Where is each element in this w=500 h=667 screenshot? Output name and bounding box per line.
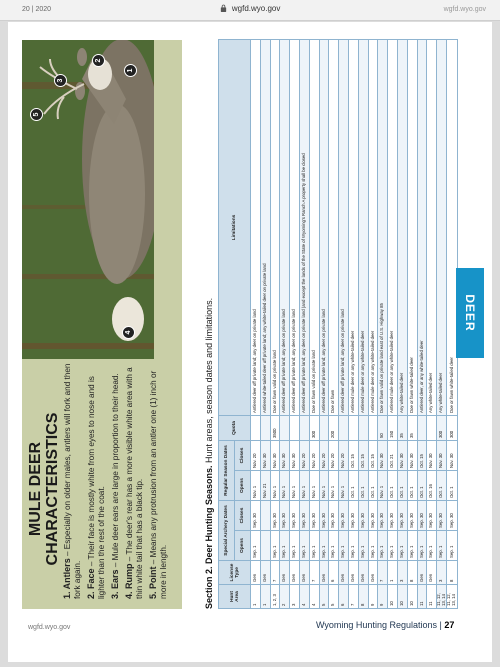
table-cell: Sep. 1 bbox=[397, 531, 407, 561]
table-cell: 1, 2, 3 bbox=[270, 585, 280, 609]
table-cell: Antlered deer off private land; any deer on private land bbox=[319, 39, 329, 415]
table-cell: 5 bbox=[329, 585, 339, 609]
table-cell: 300 bbox=[309, 415, 319, 440]
table-cell: 10 bbox=[397, 585, 407, 609]
table-cell: Antlered mule deer or any white-tailed deer bbox=[368, 39, 378, 415]
table-cell: Oct. 1 bbox=[348, 470, 358, 500]
characteristic-item: 1. Antlers – Especially on older males, antlers will fork and then fork again. bbox=[62, 363, 82, 599]
table-row bbox=[407, 39, 417, 608]
table-cell: Gen bbox=[339, 561, 349, 585]
table-cell bbox=[251, 415, 261, 440]
section-title: Section 2. Deer Hunting Seasons. Hunt areas, season dates and limitations. bbox=[204, 297, 214, 609]
table-cell: Oct. 1 bbox=[437, 470, 447, 500]
table-cell: Sep. 30 bbox=[280, 500, 290, 530]
table-cell: Sep. 30 bbox=[319, 500, 329, 530]
table-cell bbox=[290, 415, 300, 440]
table-cell: 5 bbox=[319, 585, 329, 609]
table-cell bbox=[417, 415, 427, 440]
table-cell: 3 bbox=[290, 585, 300, 609]
table-cell: Nov. 30 bbox=[407, 440, 417, 470]
table-cell: 6 bbox=[339, 585, 349, 609]
table-row bbox=[251, 39, 261, 608]
table-cell: Doe or fawn bbox=[329, 39, 339, 415]
table-cell: Sep. 30 bbox=[417, 500, 427, 530]
table-cell: Antlered deer off private land; any deer on private land bbox=[290, 39, 300, 415]
col-quota: Quota bbox=[219, 415, 251, 440]
table-cell: Gen bbox=[427, 561, 437, 585]
table-cell: Sep. 30 bbox=[427, 500, 437, 530]
table-cell: 8 bbox=[407, 561, 417, 585]
table-cell: Nov. 30 bbox=[397, 440, 407, 470]
characteristics-list bbox=[62, 359, 172, 599]
table-cell: Sep. 30 bbox=[437, 500, 447, 530]
mule-deer-photo bbox=[22, 40, 154, 359]
table-cell: 8 bbox=[447, 561, 457, 585]
characteristic-item: 5. Point – Means any protrusion from an antler one (1) inch or more in length. bbox=[148, 370, 168, 599]
table-cell: Nov. 20 bbox=[251, 440, 261, 470]
table-cell: Antlered deer off private land; any deer on private land bbox=[251, 39, 261, 415]
mule-deer-illustration bbox=[22, 40, 154, 359]
table-cell: Sep. 30 bbox=[388, 500, 398, 530]
table-cell: Sep. 1 bbox=[358, 531, 368, 561]
table-cell: Antlered deer off private land; any deer on private land bbox=[280, 39, 290, 415]
table-cell: Sep. 1 bbox=[388, 531, 398, 561]
card-title: MULE DEER CHARACTERISTICS bbox=[27, 412, 61, 566]
table-cell: Sep. 30 bbox=[407, 500, 417, 530]
table-cell: Sep. 1 bbox=[348, 531, 358, 561]
table-cell: Antlered white-tailed deer off private land; any white-tailed deer on private land bbox=[260, 39, 270, 415]
table-cell: 7 bbox=[378, 561, 388, 585]
table-cell: Antlered mule deer or any white-tailed deer bbox=[348, 39, 358, 415]
table-cell: 1 bbox=[388, 561, 398, 585]
table-cell: Sep. 30 bbox=[339, 500, 349, 530]
table-cell: Sep. 1 bbox=[407, 531, 417, 561]
table-cell: Antlered mule deer or any white-tailed deer bbox=[358, 39, 368, 415]
table-cell bbox=[260, 531, 270, 561]
table-cell: Nov. 1 bbox=[378, 470, 388, 500]
table-cell: Gen bbox=[290, 561, 300, 585]
table-cell bbox=[368, 415, 378, 440]
table-cell: Oct. 1 bbox=[417, 470, 427, 500]
table-cell: Any white-tailed deer bbox=[437, 39, 447, 415]
table-cell: 35 bbox=[397, 415, 407, 440]
table-cell bbox=[348, 415, 358, 440]
table-cell: Nov. 20 bbox=[329, 440, 339, 470]
table-cell: Nov. 20 bbox=[319, 440, 329, 470]
deer-section-tab[interactable] bbox=[456, 268, 484, 358]
table-row bbox=[280, 39, 290, 608]
table-cell: 300 bbox=[437, 415, 447, 440]
table-cell: Sep. 1 bbox=[280, 531, 290, 561]
table-cell: Doe or fawn white-tailed deer bbox=[407, 39, 417, 415]
table-cell bbox=[260, 500, 270, 530]
table-cell: 7 bbox=[309, 561, 319, 585]
table-row bbox=[299, 39, 309, 608]
table-cell: Sep. 30 bbox=[447, 500, 457, 530]
table-cell: Nov. 20 bbox=[309, 440, 319, 470]
browser-top-bar bbox=[0, 0, 500, 21]
table-cell bbox=[358, 415, 368, 440]
table-cell: Sep. 30 bbox=[378, 500, 388, 530]
characteristic-item: 4. Rump – The deer's rear has a more visible white area with a thin white tail that has a black tip. bbox=[124, 367, 144, 599]
table-cell: 11 bbox=[427, 585, 437, 609]
table-cell: Oct. 1 bbox=[407, 470, 417, 500]
table-cell: Gen bbox=[368, 561, 378, 585]
table-cell: Any white-tailed deer bbox=[427, 39, 437, 415]
table-cell: Nov. 30 bbox=[260, 440, 270, 470]
table-cell: Nov. 1 bbox=[290, 470, 300, 500]
table-cell: 6 bbox=[329, 561, 339, 585]
table-cell: Nov. 20 bbox=[339, 440, 349, 470]
table-cell: Nov. 1 bbox=[339, 470, 349, 500]
table-row bbox=[290, 39, 300, 608]
table-cell: Gen bbox=[358, 561, 368, 585]
table-row bbox=[368, 39, 378, 608]
table-cell: 200 bbox=[329, 415, 339, 440]
table-cell: Oct. 15 bbox=[368, 440, 378, 470]
table-row bbox=[358, 39, 368, 608]
table-row bbox=[339, 39, 349, 608]
table-cell: Nov. 21 bbox=[260, 470, 270, 500]
photo-marker-1: 1 bbox=[124, 64, 137, 77]
table-cell: 2 bbox=[280, 585, 290, 609]
table-cell: 7 bbox=[348, 585, 358, 609]
table-cell: 3 bbox=[437, 561, 447, 585]
table-cell: Sep. 30 bbox=[251, 500, 261, 530]
photo-marker-5: 5 bbox=[30, 108, 43, 121]
table-cell: 4 bbox=[299, 585, 309, 609]
table-cell: Gen bbox=[417, 561, 427, 585]
table-cell: 3500 bbox=[270, 415, 280, 440]
col-regular-closes: Closes bbox=[235, 440, 251, 470]
table-cell: Sep. 30 bbox=[270, 500, 280, 530]
table-cell: Sep. 1 bbox=[368, 531, 378, 561]
table-cell bbox=[339, 415, 349, 440]
table-cell: Nov. 20 bbox=[299, 440, 309, 470]
photo-marker-2: 2 bbox=[92, 54, 105, 67]
table-cell bbox=[319, 415, 329, 440]
table-cell: Oct. 1 bbox=[358, 470, 368, 500]
table-cell bbox=[427, 415, 437, 440]
table-cell: Sep. 1 bbox=[251, 531, 261, 561]
table-cell: Nov. 30 bbox=[437, 440, 447, 470]
col-special-archery: Special Archery Dates bbox=[219, 500, 235, 560]
table-cell: Oct. 1 bbox=[397, 470, 407, 500]
table-cell: Sep. 1 bbox=[417, 531, 427, 561]
col-regular-season: Regular Season Dates bbox=[219, 440, 235, 500]
mule-deer-card bbox=[22, 40, 182, 609]
table-cell: Nov. 30 bbox=[270, 440, 280, 470]
page-indicator-left: 20 | 2020 bbox=[22, 6, 52, 13]
table-cell: Sep. 1 bbox=[437, 531, 447, 561]
table-row bbox=[397, 39, 407, 608]
table-cell: Oct. 15 bbox=[358, 440, 368, 470]
table-cell: 7 bbox=[270, 561, 280, 585]
table-cell: Sep. 1 bbox=[309, 531, 319, 561]
table-cell: Nov. 30 bbox=[427, 440, 437, 470]
col-archery-opens: Opens bbox=[235, 531, 251, 561]
table-row bbox=[437, 39, 447, 608]
table-cell: 10 bbox=[407, 585, 417, 609]
col-license-type: License Type bbox=[219, 561, 251, 585]
col-limitations: Limitations bbox=[219, 39, 251, 415]
table-cell: 300 bbox=[447, 415, 457, 440]
photo-marker-3: 3 bbox=[54, 74, 67, 87]
table-cell bbox=[280, 415, 290, 440]
table-cell: Sep. 1 bbox=[319, 531, 329, 561]
table-cell: Gen bbox=[260, 561, 270, 585]
table-cell: Antlered mule deer or any white-tailed deer bbox=[388, 39, 398, 415]
deer-seasons-table bbox=[218, 39, 458, 609]
table-cell: Oct. 1 bbox=[447, 470, 457, 500]
table-cell: Oct. 1 bbox=[368, 470, 378, 500]
table-cell: Nov. 1 bbox=[299, 470, 309, 500]
photo-marker-4: 4 bbox=[122, 326, 135, 339]
table-cell: Nov. 1 bbox=[309, 470, 319, 500]
table-cell: Antlered deer off private land; any deer on private land bbox=[339, 39, 349, 415]
table-cell: Nov. 1 bbox=[319, 470, 329, 500]
table-cell: Nov. 30 bbox=[378, 440, 388, 470]
table-cell: Sep. 30 bbox=[309, 500, 319, 530]
table-cell: 11, 12, 13, 14 bbox=[437, 585, 447, 609]
table-cell: 150 bbox=[388, 415, 398, 440]
col-regular-opens: Opens bbox=[235, 470, 251, 500]
table-cell: Sep. 30 bbox=[368, 500, 378, 530]
url-bar[interactable] bbox=[0, 4, 500, 13]
table-cell: Sep. 1 bbox=[299, 531, 309, 561]
table-row bbox=[309, 39, 319, 608]
table-cell: Gen bbox=[251, 561, 261, 585]
table-cell: 8 bbox=[358, 585, 368, 609]
table-cell: 11, 12, 13, 14 bbox=[447, 585, 457, 609]
table-cell: 11 bbox=[417, 585, 427, 609]
table-cell: 50 bbox=[378, 415, 388, 440]
table-cell: 9 bbox=[368, 585, 378, 609]
table-cell: Sep. 1 bbox=[329, 531, 339, 561]
table-cell: Sep. 1 bbox=[378, 531, 388, 561]
table-cell: Sep. 1 bbox=[339, 531, 349, 561]
table-cell: Antlered deer off private land; any deer on private land (and except the lands of the State of Wyoming's Ranch A property shall be closed bbox=[299, 39, 309, 415]
table-cell: Gen bbox=[319, 561, 329, 585]
col-hunt-area: Hunt Area bbox=[219, 585, 251, 609]
table-cell: Sep. 30 bbox=[358, 500, 368, 530]
table-cell: Oct. 1 bbox=[388, 470, 398, 500]
table-cell: Sep. 30 bbox=[348, 500, 358, 530]
table-cell: Sep. 30 bbox=[329, 500, 339, 530]
table-cell: Sep. 30 bbox=[299, 500, 309, 530]
table-cell: Doe or fawn valid on private land bbox=[309, 39, 319, 415]
table-cell: Nov. 1 bbox=[280, 470, 290, 500]
table-cell: 9 bbox=[378, 585, 388, 609]
table-cell: 3 bbox=[397, 561, 407, 585]
table-cell: Sep. 30 bbox=[290, 500, 300, 530]
footer-site: wgfd.wyo.gov bbox=[28, 624, 71, 631]
characteristic-item: 3. Ears – Mule deer ears are large in proportion to their head. bbox=[110, 373, 120, 599]
table-cell: Oct. 15 bbox=[417, 440, 427, 470]
table-cell: 10 bbox=[388, 585, 398, 609]
table-cell: Nov. 1 bbox=[251, 470, 261, 500]
table-cell: Nov. 1 bbox=[329, 470, 339, 500]
table-cell bbox=[260, 415, 270, 440]
page-indicator-right: wgfd.wyo.gov bbox=[443, 6, 486, 13]
table-row bbox=[417, 39, 427, 608]
table-cell: Doe or fawn valid on private land bbox=[270, 39, 280, 415]
table-cell: 1 bbox=[251, 585, 261, 609]
table-cell bbox=[299, 415, 309, 440]
table-cell: Nov. 30 bbox=[290, 440, 300, 470]
footer-page: Wyoming Hunting Regulations | 27 bbox=[316, 620, 455, 630]
table-cell: Sep. 30 bbox=[397, 500, 407, 530]
table-cell: Nov. 30 bbox=[447, 440, 457, 470]
rotated-page-content bbox=[22, 40, 456, 609]
table-cell: Any white-tailed deer bbox=[397, 39, 407, 415]
table-row bbox=[329, 39, 339, 608]
table-row bbox=[270, 39, 280, 608]
table-cell: Doe or fawn white-tailed deer bbox=[447, 39, 457, 415]
table-cell: Doe or fawn valid on private land east of U.S. Highway 85 bbox=[378, 39, 388, 415]
table-cell: Nov. 1 bbox=[270, 470, 280, 500]
deer-seasons-section bbox=[204, 40, 458, 609]
table-body bbox=[251, 39, 458, 608]
table-cell: Gen bbox=[348, 561, 358, 585]
table-cell: Antlered deer, or any white-tailed deer bbox=[417, 39, 427, 415]
table-row bbox=[388, 39, 398, 608]
deer-tab-label: DEER bbox=[463, 294, 477, 332]
table-cell: Gen bbox=[299, 561, 309, 585]
table-cell: Gen bbox=[280, 561, 290, 585]
col-archery-closes: Closes bbox=[235, 500, 251, 530]
lock-icon bbox=[220, 4, 227, 12]
table-cell: Oct. 16 bbox=[427, 470, 437, 500]
characteristic-item: 2. Face – Their face is mostly white from eyes to nose and is lighter than the rest of the coat. bbox=[86, 376, 106, 599]
table-row bbox=[378, 39, 388, 608]
table-cell: 35 bbox=[407, 415, 417, 440]
table-cell: Sep. 1 bbox=[290, 531, 300, 561]
table-cell: 4 bbox=[309, 585, 319, 609]
table-cell: 1 bbox=[260, 585, 270, 609]
table-cell: Sep. 1 bbox=[427, 531, 437, 561]
table-cell: Oct. 15 bbox=[348, 440, 358, 470]
table-row bbox=[260, 39, 270, 608]
url-text: wgfd.wyo.gov bbox=[231, 4, 281, 13]
table-row bbox=[348, 39, 358, 608]
table-row bbox=[319, 39, 329, 608]
table-row bbox=[427, 39, 437, 608]
table-cell: Sep. 1 bbox=[270, 531, 280, 561]
table-cell: Oct. 21 bbox=[388, 440, 398, 470]
table-cell: Sep. 1 bbox=[447, 531, 457, 561]
table-cell: Nov. 30 bbox=[280, 440, 290, 470]
